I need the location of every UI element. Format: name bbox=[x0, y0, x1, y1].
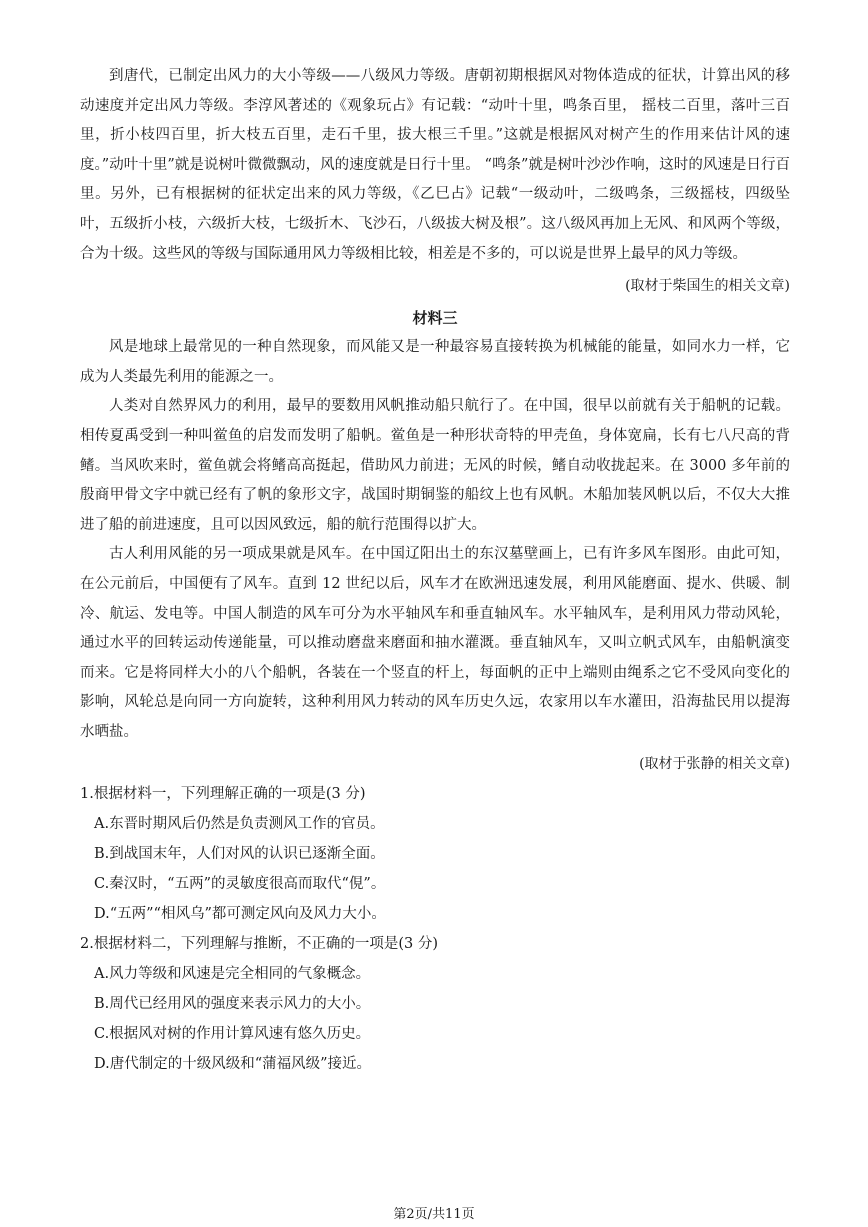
option-b: B.周代已经用风的强度来表示风力的大小。 bbox=[94, 996, 371, 1013]
paragraph-wind-energy-intro: 风是地球上最常见的一种自然现象，而风能又是一种最容易直接转换为机械能的能量，如同水力一样，它成为人类最先利用的能源之一。 bbox=[80, 339, 790, 385]
option-c: C.根据风对树的作用计算风速有悠久历史。 bbox=[94, 1026, 371, 1043]
question-stem: 1.根据材料一，下列理解正确的一项是(3 分) bbox=[80, 786, 366, 803]
page-content bbox=[80, 62, 790, 1079]
question-stem: 2.根据材料二，下列理解与推断，不正确的一项是(3 分) bbox=[80, 936, 438, 953]
paragraph-sail: 人类对自然界风力的利用，最早的要数用风帆推动船只航行了。在中国，很早以前就有关于船帆的记载。相传夏禹受到一种叫鲎鱼的启发而发明了船帆。鲎鱼是一种形状奇特的甲壳鱼，身体宽扁，长有七八尺高的背鳍。当风吹来时，鲎鱼就会将鳍高高挺起，借助风力前进；无风的时候，鳍自动收拢起来。在 3000 多年前的殷商甲骨文字中就已经有了帆的象形文字，战国时期铜鉴的船纹上也有风帆。木船加装风帆以后，不仅大大推进了船的前进速度，且可以因风致远，船的航行范围得以扩大。 bbox=[80, 398, 790, 533]
option-d: D.唐代制定的十级风级和“蒲福风级”接近。 bbox=[94, 1056, 372, 1073]
source-citation-2: (取材于张静的相关文章) bbox=[639, 756, 790, 773]
question-1 bbox=[80, 779, 790, 929]
paragraph-windmill: 古人利用风能的另一项成果就是风车。在中国辽阳出土的东汉墓壁画上，已有许多风车图形。由此可知，在公元前后，中国便有了风车。直到 12 世纪以后，风车才在欧洲迅速发展，利用风能磨面、提水、供暖、制冷、航运、发电等。中国人制造的风车可分为水平轴风车和垂直轴风车。水平轴风车，是利用风力带动风轮，通过水平的回转运动传递能量，可以推动磨盘来磨面和抽水灌溉。垂直轴风车，又叫立帆式风车，由船帆演变而来。它是将同样大小的八个船帆，各装在一个竖直的杆上，每面帆的正中上端则由绳系之它不受风向变化的影响，风轮总是向同一方向旋转，这种利用风力转动的风车历史久远，农家用以车水灌田，沿海盐民用以提海水晒盐。 bbox=[80, 546, 790, 740]
option-a: A.东晋时期风后仍然是负责测风工作的官员。 bbox=[94, 816, 385, 833]
source-citation-1: (取材于柴国生的相关文章) bbox=[625, 278, 790, 295]
question-2 bbox=[80, 929, 790, 1079]
option-b: B.到战国末年，人们对风的认识已逐渐全面。 bbox=[94, 846, 385, 863]
page-number: 第2页/共11页 bbox=[393, 1207, 475, 1222]
option-c: C.秦汉时，“五两”的灵敏度很高而取代“俔”。 bbox=[94, 876, 386, 893]
option-d: D.“五两”“相风乌”都可测定风向及风力大小。 bbox=[94, 906, 386, 923]
section-heading-material-3: 材料三 bbox=[412, 309, 458, 328]
paragraph-tang-wind-scale: 到唐代，已制定出风力的大小等级——八级风力等级。唐朝初期根据风对物体造成的征状，计算出风的移动速度并定出风力等级。李淳风著述的《观象玩占》有记载：“动叶十里，鸣条百里， 摇枝二百里，落叶三百里，折小枝四百里，折大枝五百里，走石千里，拔大根三千里。”这就是根据风对树产生的作用来估计风的速度。”动叶十里”就是说树叶微微飘动，风的速度就是日行十里。 “鸣条”就是树叶沙沙作响，这时的风速是日行百里。另外，已有根据树的征状定出来的风力等级，《乙巳占》记载“一级动叶，二级鸣条，三级摇枝，四级坠叶，五级折小枝，六级折大枝，七级折木、飞沙石，八级拔大树及根”。这八级风再加上无风、和风两个等级，合为十级。这些风的等级与国际通用风力等级相比较，相差是不多的，可以说是世界上最早的风力等级。 bbox=[80, 68, 790, 262]
option-a: A.风力等级和风速是完全相同的气象概念。 bbox=[94, 966, 371, 983]
